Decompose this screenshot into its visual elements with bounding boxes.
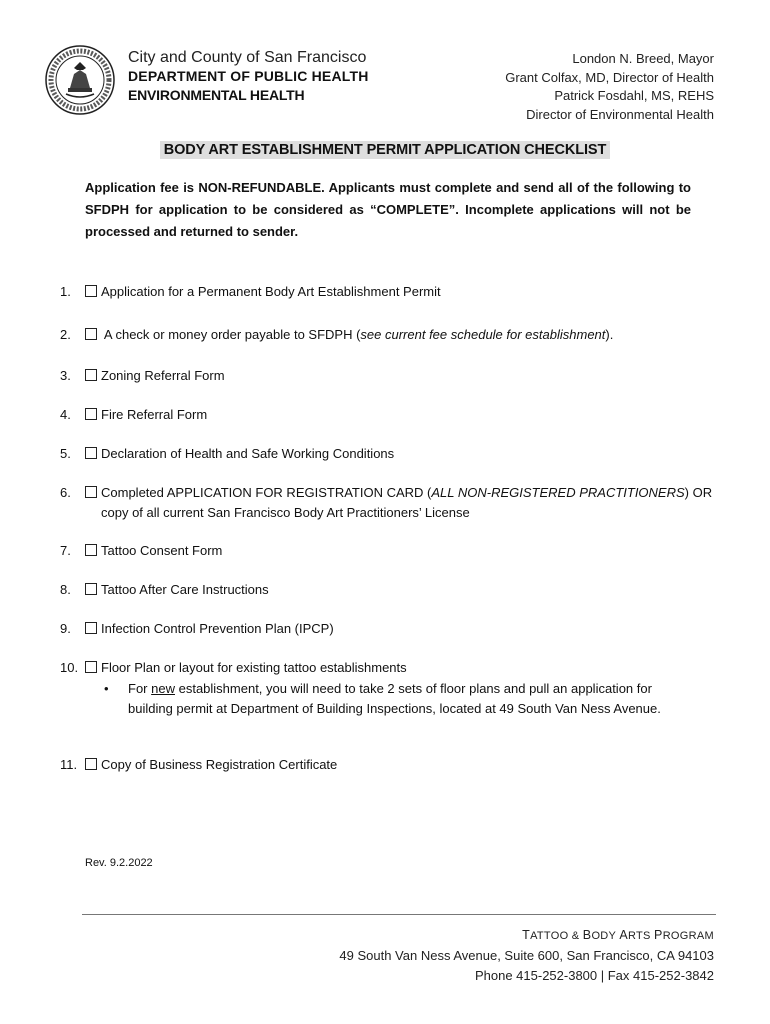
item-number: 1. [60,284,71,299]
item-label-italic: ALL NON-REGISTERED PRACTITIONERS [431,485,685,500]
checkbox[interactable] [85,486,97,498]
item-label-end: ). [605,327,614,342]
item-label: Copy of Business Registration Certificate [101,757,338,772]
item-label: Infection Control Prevention Plan (IPCP) [101,621,334,636]
agency-header [128,48,369,105]
checkbox[interactable] [85,544,97,556]
checkbox[interactable] [85,622,97,634]
checklist-item [60,405,207,425]
item-number: 9. [60,621,71,636]
item-number: 4. [60,407,71,422]
item-number: 6. [60,485,71,500]
checklist-item [60,483,712,523]
city-name: City and County of San Francisco [128,49,367,66]
item-number: 3. [60,368,71,383]
item-label: Tattoo After Care Instructions [101,582,269,597]
item-label: Fire Referral Form [101,407,208,422]
item-number: 2. [60,327,71,342]
footer-phone-fax: Phone 415-252-3800 | Fax 415-252-3842 [474,968,714,983]
checkbox[interactable] [85,285,97,297]
item-label: Application for a Permanent Body Art Establishment Permit [101,284,441,299]
item-label-end: ) OR [684,485,713,500]
official-line: Patrick Fosdahl, MS, REHS [554,88,714,103]
checkbox[interactable] [85,408,97,420]
official-line: Director of Environmental Health [526,106,714,122]
checklist-item [60,366,225,386]
footer-contact [339,925,714,986]
checklist-item [60,444,394,464]
checklist-item [60,658,407,678]
footer-divider [82,914,716,915]
bullet-marker: • [104,681,109,696]
checklist-item [60,325,613,345]
checkbox[interactable] [85,328,97,340]
item-label: Declaration of Health and Safe Working Conditions [101,446,395,461]
item-label-italic: see current fee schedule for establishment [360,327,606,342]
checkbox[interactable] [85,369,97,381]
checklist-item [60,619,334,639]
intro-paragraph: Application fee is NON-REFUNDABLE. Applicants must complete and send all of the following to SFDPH for application to be considered as “COMPLETE”. Incomplete applications will not be processed and returned to sender. [85,180,691,239]
checkbox[interactable] [85,661,97,673]
officials-block [505,50,714,124]
city-seal-logo [44,44,116,116]
footer-address: 49 South Van Ness Avenue, Suite 600, San Francisco, CA 94103 [339,948,714,963]
item-label: A check or money order payable to SFDPH ( [103,327,361,342]
item-number: 5. [60,446,71,461]
bullet-text-post: establishment, you will need to take 2 sets of floor plans and pull an application for building permit at Department of Building Inspections, located at 49 South Van Ness Avenue. [128,681,661,716]
checklist-item [60,755,337,775]
item-label: Completed APPLICATION FOR REGISTRATION CARD ( [101,485,432,500]
program-name: TATTOO & BODY ARTS PROGRAM [522,928,714,942]
item-bullet-note [104,679,684,718]
revision-date: Rev. 9.2.2022 [85,857,153,869]
checkbox[interactable] [85,583,97,595]
official-line: London N. Breed, Mayor [572,51,714,66]
item-number: 8. [60,582,71,597]
document-title [0,141,770,159]
checkbox[interactable] [85,758,97,770]
bullet-text-pre: For [128,681,152,696]
item-number: 10. [60,660,79,675]
checklist-item [60,282,441,302]
checklist-item [60,580,269,600]
item-number: 7. [60,543,71,558]
official-line: Grant Colfax, MD, Director of Health [505,69,714,85]
item-number: 11. [60,757,78,772]
item-label-line2: copy of all current San Francisco Body Art Practitioners’ License [101,505,470,520]
item-label: Tattoo Consent Form [101,543,223,558]
checkbox[interactable] [85,447,97,459]
item-label: Zoning Referral Form [101,368,225,383]
checklist-item [60,541,222,561]
document-title-text: BODY ART ESTABLISHMENT PERMIT APPLICATION CHECKLIST [160,141,611,159]
item-label: Floor Plan or layout for existing tattoo establishments [101,660,407,675]
department-name: DEPARTMENT OF PUBLIC HEALTH [128,68,369,84]
bullet-text-underlined: new [151,681,175,696]
division-name: ENVIRONMENTAL HEALTH [128,87,305,103]
